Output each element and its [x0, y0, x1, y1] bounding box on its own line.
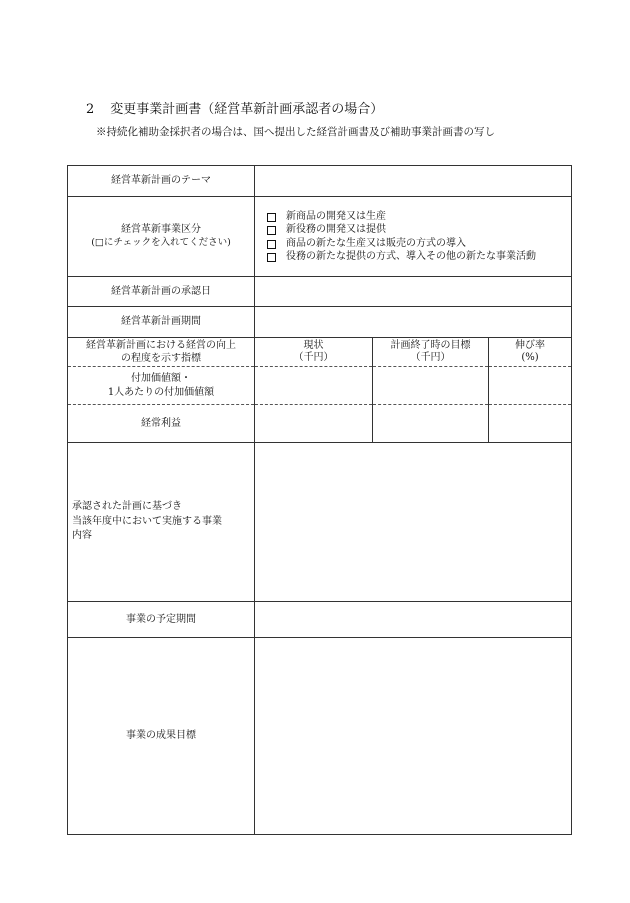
category-option-label: 新商品の開発又は生産 [286, 210, 386, 222]
ordinary-profit-growth-field[interactable] [489, 405, 572, 443]
growth-header [489, 338, 572, 367]
ordinary-profit-label: 経常利益 [68, 405, 255, 443]
content-field[interactable] [255, 443, 572, 602]
category-options-cell [255, 197, 572, 277]
checkbox-icon[interactable] [267, 253, 276, 262]
value-added-label-cell [68, 367, 255, 405]
ordinary-profit-current-field[interactable] [255, 405, 373, 443]
indicator-label-line1: 経営革新計画における経営の向上 [86, 339, 236, 351]
target-header-label: 計画終了時の目標 [390, 339, 471, 351]
note-text: ※持続化補助金採択者の場合は、国へ提出した経営計画書及び補助事業計画書の写し [96, 126, 495, 138]
indicator-label-cell [68, 338, 255, 367]
current-header [255, 338, 373, 367]
approval-date-row [68, 277, 572, 307]
indicator-label-line2: の程度を示す指標 [121, 353, 201, 364]
checkbox-icon[interactable] [267, 213, 276, 222]
category-option-label: 新役務の開発又は提供 [286, 224, 386, 235]
goals-label: 事業の成果目標 [68, 638, 255, 835]
current-header-label: 現状 [303, 339, 324, 351]
content-label-line3: 内容 [72, 530, 92, 542]
business-plan-form [67, 165, 572, 835]
section-number: 2 [86, 102, 95, 117]
category-row [68, 197, 572, 277]
ordinary-profit-row [68, 405, 572, 443]
value-added-current-field[interactable] [255, 367, 373, 405]
content-label-cell [68, 443, 255, 602]
schedule-row [68, 602, 572, 638]
goals-row [68, 638, 572, 835]
period-field[interactable] [255, 307, 572, 338]
category-sublabel: (□にチェックを入れてください) [91, 236, 231, 248]
growth-header-label: 伸び率 [515, 339, 545, 351]
section-title: 変更事業計画書（経営革新計画承認者の場合） [110, 102, 384, 117]
category-option[interactable] [267, 210, 563, 224]
target-header [373, 338, 489, 367]
approval-date-field[interactable] [255, 277, 572, 307]
ordinary-profit-target-field[interactable] [373, 405, 489, 443]
category-option-label: 商品の新たな生産又は販売の方式の導入 [286, 237, 466, 249]
value-added-label-line1: 付加価値額・ [131, 373, 191, 384]
category-option[interactable] [267, 250, 563, 264]
current-header-unit: （千円） [293, 352, 334, 363]
category-options [255, 208, 571, 266]
section-heading [86, 98, 383, 117]
growth-header-unit: (%) [521, 352, 539, 363]
theme-row [68, 166, 572, 197]
theme-field[interactable] [255, 166, 572, 197]
checkbox-icon[interactable] [267, 226, 276, 235]
value-added-growth-field[interactable] [489, 367, 572, 405]
category-label-cell [68, 197, 255, 277]
value-added-target-field[interactable] [373, 367, 489, 405]
goals-field[interactable] [255, 638, 572, 835]
value-added-label-line2: 1人あたりの付加価値額 [107, 386, 215, 398]
indicator-header-row [68, 338, 572, 367]
content-row [68, 443, 572, 602]
period-row [68, 307, 572, 338]
category-option[interactable] [267, 237, 563, 251]
schedule-field[interactable] [255, 602, 572, 638]
category-option[interactable] [267, 223, 563, 237]
value-added-row [68, 367, 572, 405]
theme-label: 経営革新計画のテーマ [68, 166, 255, 197]
target-header-unit: （千円） [410, 352, 451, 363]
content-label-line1: 承認された計画に基づき [72, 501, 182, 513]
category-option-label: 役務の新たな提供の方式、導入その他の新たな事業活動 [286, 251, 536, 262]
content-label-line2: 当該年度中において実施する事業 [72, 515, 222, 527]
approval-date-label: 経営革新計画の承認日 [68, 277, 255, 307]
category-label: 経営革新事業区分 [121, 224, 201, 236]
checkbox-icon[interactable] [267, 240, 276, 249]
schedule-label: 事業の予定期間 [68, 602, 255, 638]
period-label: 経営革新計画期間 [68, 307, 255, 338]
